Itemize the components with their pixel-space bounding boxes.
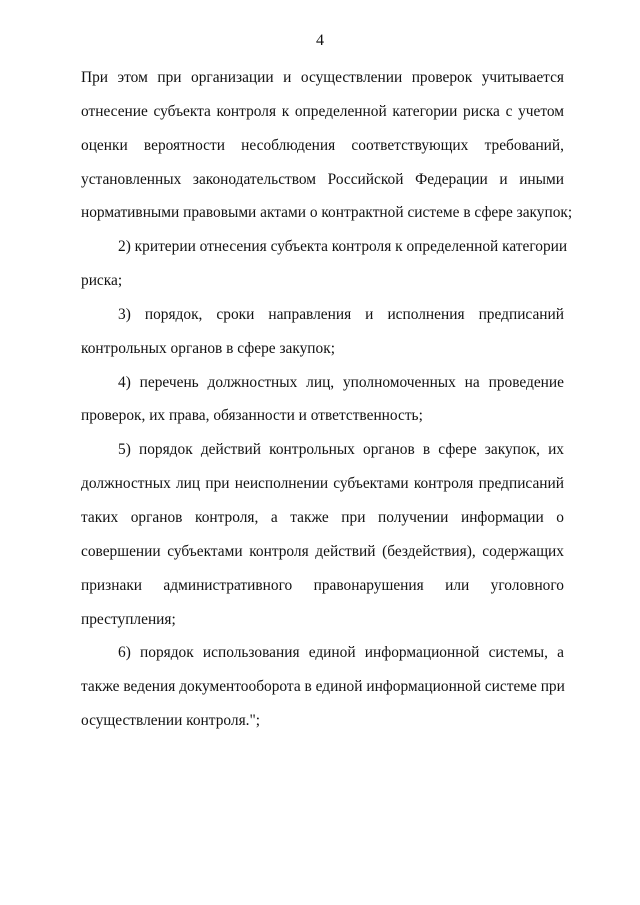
text-line: должностных лиц при неисполнении субъектами контроля предписаний xyxy=(81,475,564,493)
page-number: 4 xyxy=(316,32,324,49)
text-line: контрольных органов в сфере закупок; xyxy=(81,339,335,357)
text-line: отнесение субъекта контроля к определенной категории риска с учетом xyxy=(81,102,564,120)
document-body xyxy=(81,67,573,744)
text-line: преступления; xyxy=(81,610,176,628)
text-line: оценки вероятности несоблюдения соответствующих требований, xyxy=(81,136,564,154)
text-line: нормативными правовыми актами о контрактной системе в сфере закупок; xyxy=(81,204,573,222)
list-item-line: 3) порядок, сроки направления и исполнения предписаний xyxy=(118,305,564,323)
list-item-line: 6) порядок использования единой информационной системы, а xyxy=(118,644,564,662)
list-item-line: 2) критерии отнесения субъекта контроля к определенной категории xyxy=(118,238,568,256)
text-line: таких органов контроля, а также при получении информации о xyxy=(81,508,564,526)
text-line: осуществлении контроля."; xyxy=(81,712,261,730)
text-line: При этом при организации и осуществлении проверок учитывается xyxy=(81,69,564,86)
list-item-line: 4) перечень должностных лиц, уполномоченных на проведение xyxy=(118,373,564,391)
text-line: также ведения документооборота в единой информационной системе при xyxy=(81,678,565,696)
text-line: признаки административного правонарушения или уголовного xyxy=(81,576,564,594)
text-line: риска; xyxy=(81,272,123,290)
list-item-line: 5) порядок действий контрольных органов в сфере закупок, их xyxy=(118,441,564,459)
text-line: установленных законодательством Российской Федерации и иными xyxy=(81,170,564,188)
text-line: проверок, их права, обязанности и ответственность; xyxy=(81,407,423,425)
text-line: совершении субъектами контроля действий (бездействия), содержащих xyxy=(81,542,564,560)
